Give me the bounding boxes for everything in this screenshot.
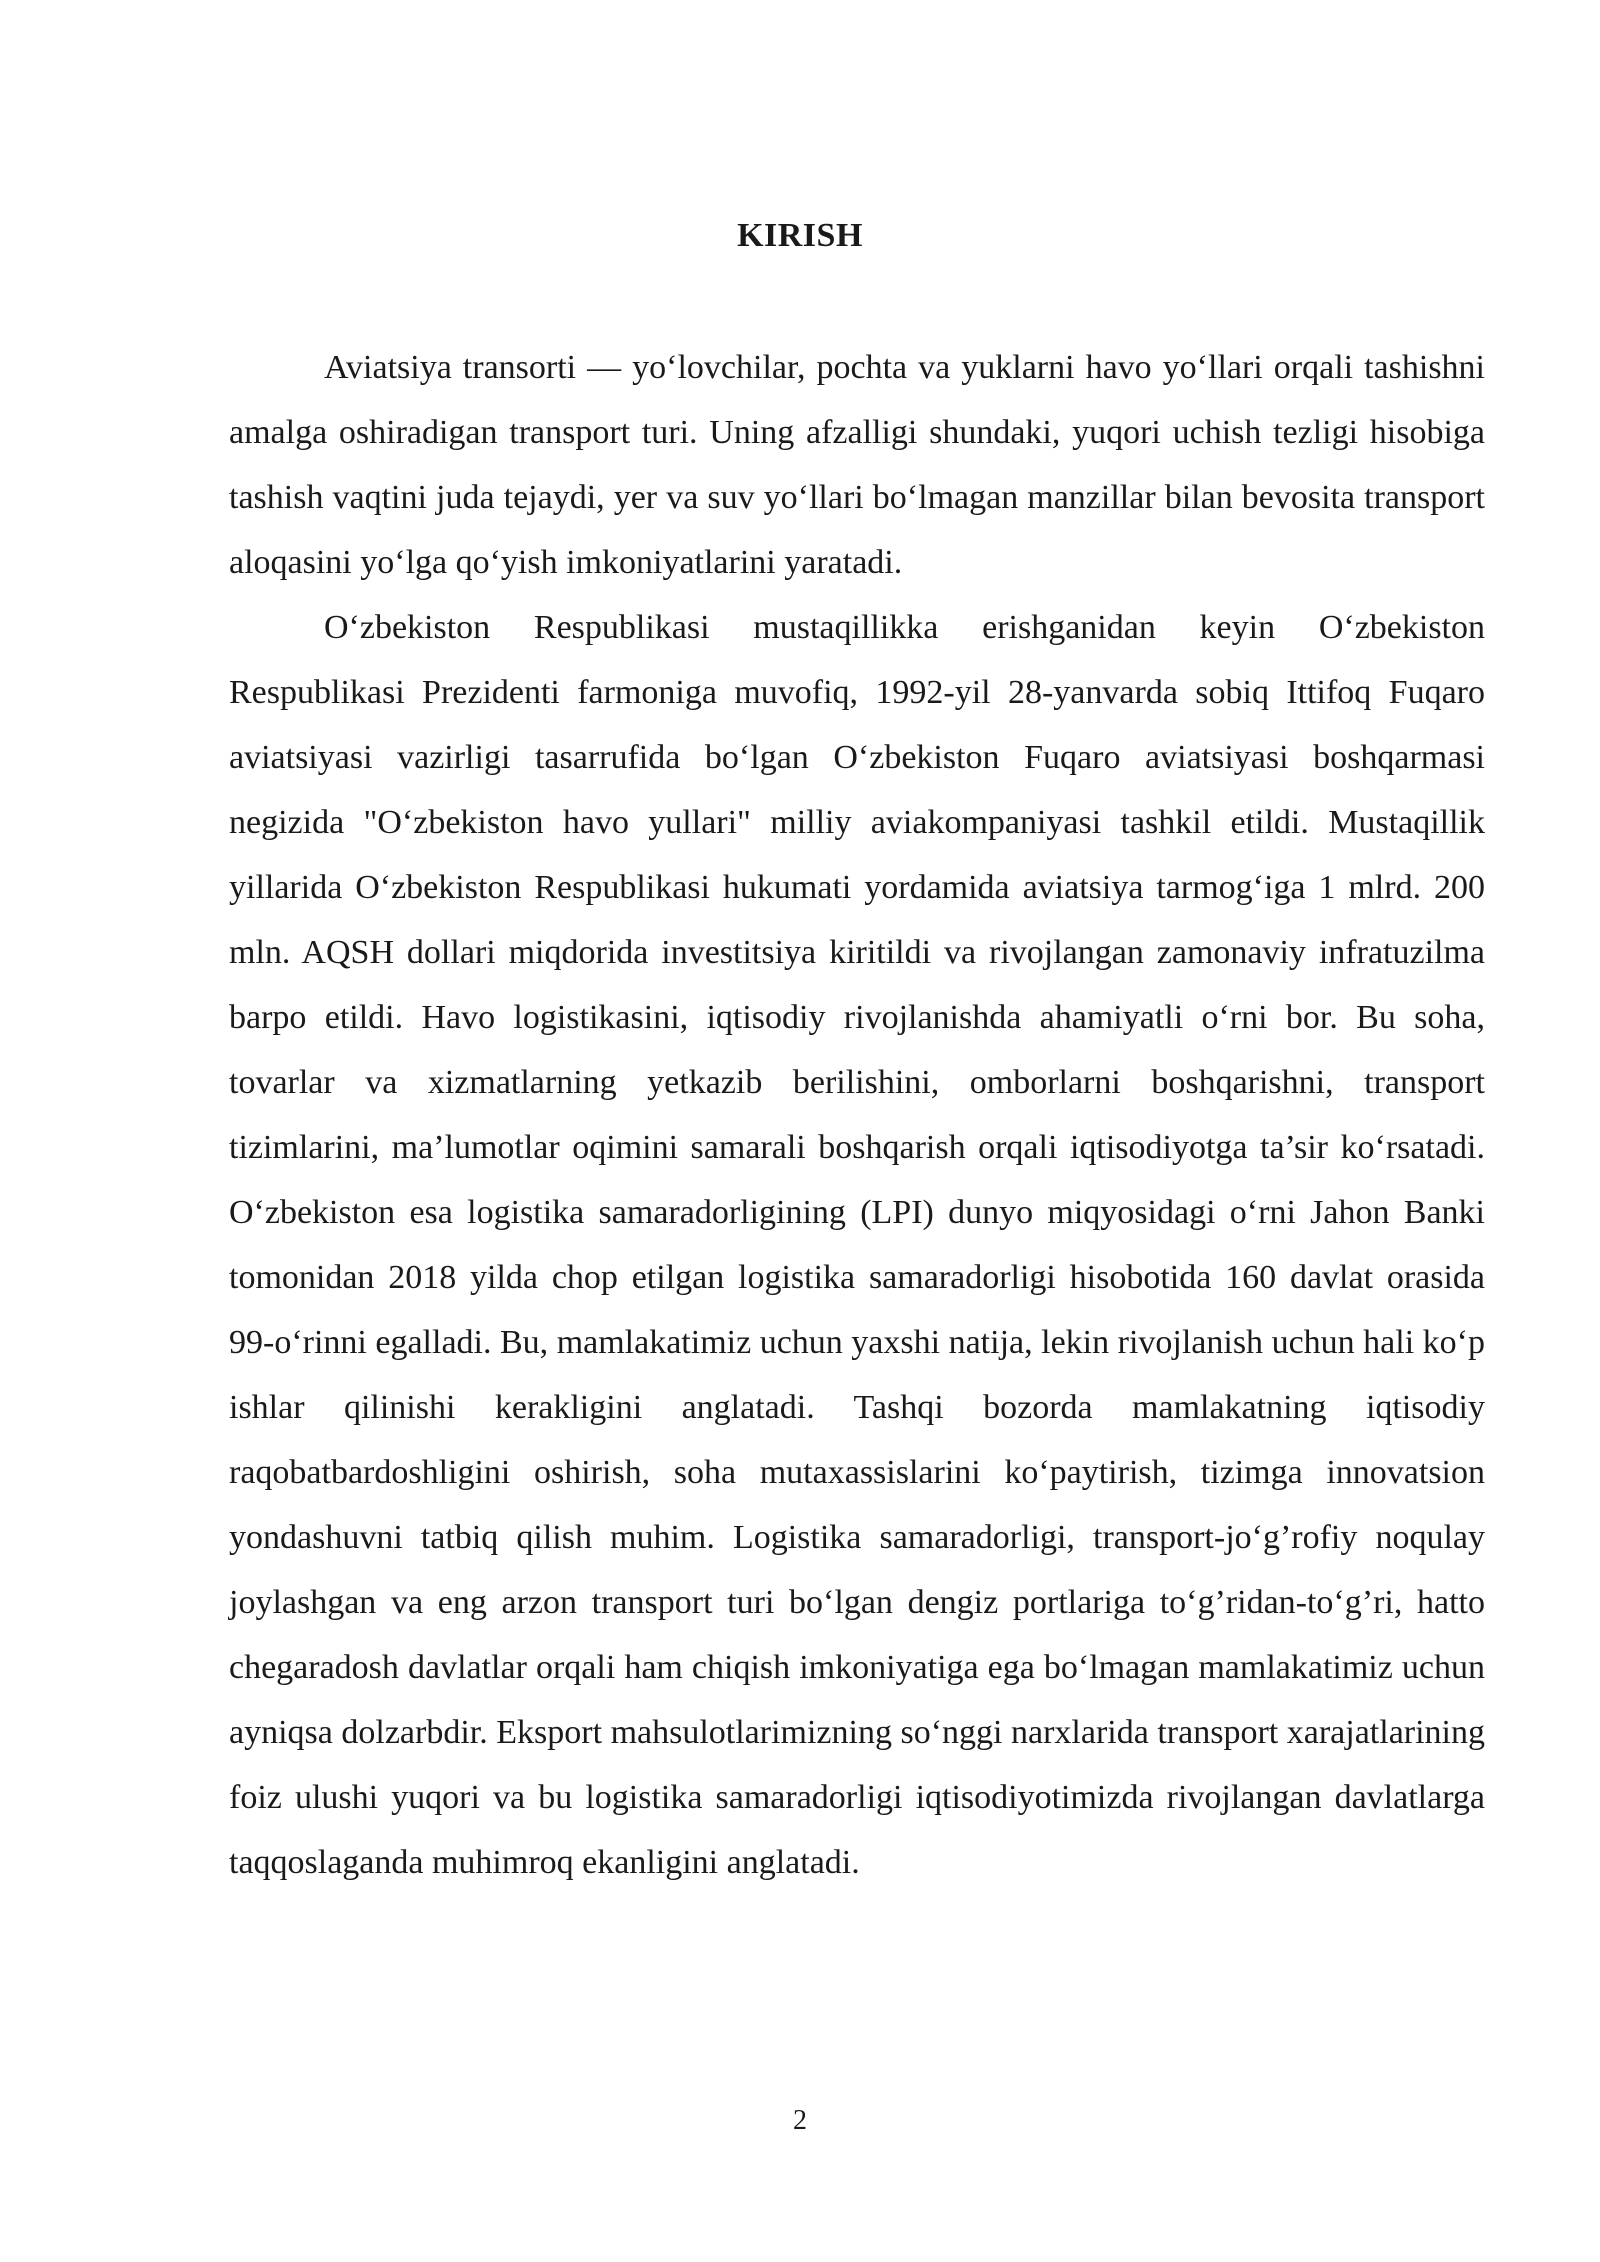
- paragraph-1: Aviatsiya transorti — yo‘lovchilar, pochta va yuklarni havo yo‘llari orqali tashishni amalga oshiradigan transport turi. Uning afzalligi shundaki, yuqori uchish tezligi hisobiga tashish vaqtini juda tejaydi, yer va suv yo‘llari bo‘lmagan manzillar bilan bevosita transport aloqasini yo‘lga qo‘yish imkoniyatlarini yaratadi.: [229, 349, 1485, 581]
- page-title: KIRISH: [737, 217, 863, 254]
- page-number: 2: [793, 2105, 807, 2136]
- paragraph-2: O‘zbekiston Respublikasi mustaqillikka erishganidan keyin O‘zbekiston Respublikasi Prezidenti farmoniga muvofiq, 1992-yil 28-yanvarda sobiq Ittifoq Fuqaro aviatsiyasi vazirligi tasarrufida bo‘lgan O‘zbekiston Fuqaro aviatsiyasi boshqarmasi negizida "O‘zbekiston havo yullari" milliy aviakompaniyasi tashkil etildi. Mustaqillik yillarida O‘zbekiston Respublikasi hukumati yordamida aviatsiya tarmog‘iga 1 mlrd. 200 mln. AQSH dollari miqdorida investitsiya kiritildi va rivojlangan zamonaviy infratuzilma barpo etildi. Havo logistikasini, iqtisodiy rivojlanishda ahamiyatli o‘rni bor. Bu soha, tovarlar va xizmatlarning yetkazib berilishini, omborlarni boshqarishni, transport tizimlarini, ma’lumotlar oqimini samarali boshqarish orqali iqtisodiyotga ta’sir ko‘rsatadi. O‘zbekiston esa logistika samaradorligining (LPI) dunyo miqyosidagi o‘rni Jahon Banki tomonidan 2018 yilda chop etilgan logistika samaradorligi hisobotida 160 davlat orasida 99-o‘rinni egalladi. Bu, mamlakatimiz uchun yaxshi natija, lekin rivojlanish uchun hali ko‘p ishlar qilinishi kerakligini anglatadi. Tashqi bozorda mamlakatning iqtisodiy raqobatbardoshligini oshirish, soha mutaxassislarini ko‘paytirish, tizimga innovatsion yondashuvni tatbiq qilish muhim. Logistika samaradorligi, transport-jo‘g’rofiy noqulay joylashgan va eng arzon transport turi bo‘lgan dengiz portlariga to‘g’ridan-to‘g’ri, hatto chegaradosh davlatlar orqali ham chiqish imkoniyatiga ega bo‘lmagan mamlakatimiz uchun ayniqsa dolzarbdir. Eksport mahsulotlarimizning so‘nggi narxlarida transport xarajatlarining foiz ulushi yuqori va bu logistika samaradorligi iqtisodiyotimizda rivojlangan davlatlarga taqqoslaganda muhimroq ekanligini anglatadi.: [229, 609, 1485, 1881]
- body-text: [229, 335, 1485, 1895]
